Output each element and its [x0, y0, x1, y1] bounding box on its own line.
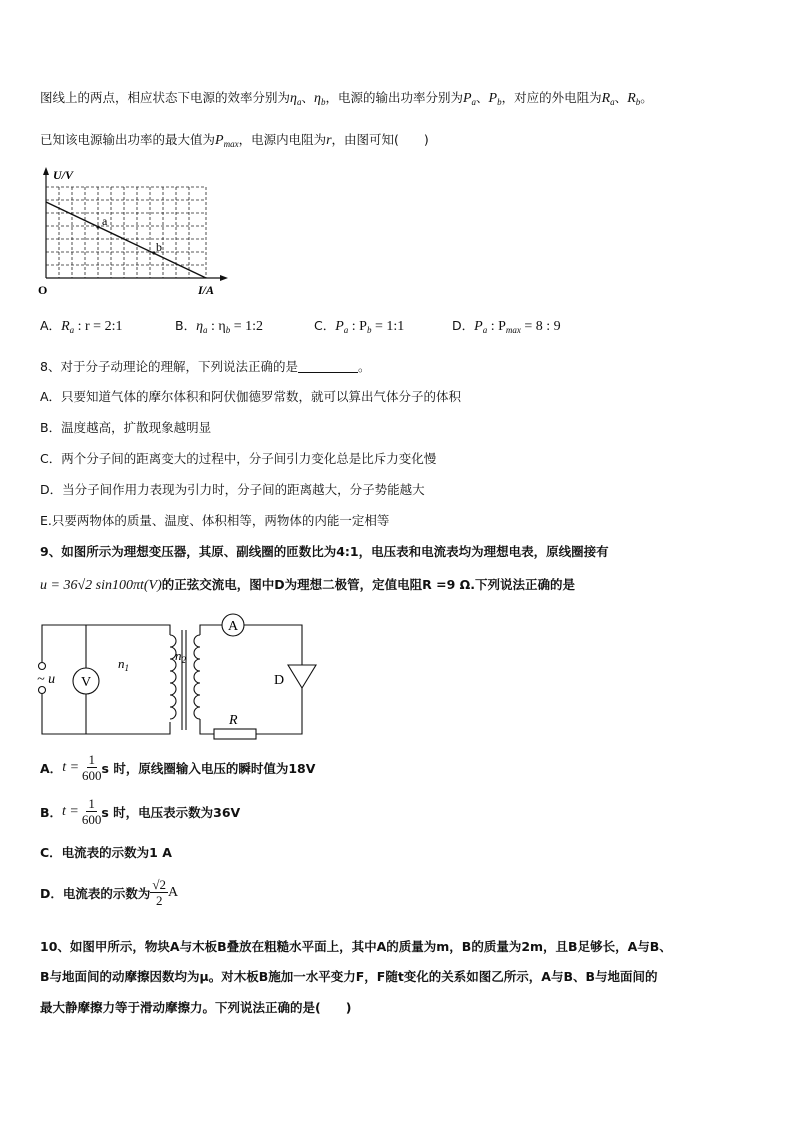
- q8-stem: 8、对于分子动理论的理解，下列说法正确的是 。: [40, 359, 371, 374]
- point-a: [96, 225, 99, 228]
- n1-label: $n_1$: [118, 656, 129, 673]
- resistor-label: R: [229, 713, 238, 728]
- q10-stem-line-3: 最大静摩擦力等于滑动摩擦力。下列说法正确的是( ): [40, 1000, 352, 1015]
- fraction: $\frac{√2}{2}$: [152, 877, 167, 908]
- q9-option-a: A． t = $\frac{1}{600}$ s 时，原线圈输入电压的瞬时值为18V: [40, 752, 316, 783]
- transformer-circuit: [30, 610, 320, 745]
- q8-option-e: E.只要两物体的质量、温度、体积相等，两物体的内能一定相等: [40, 513, 390, 528]
- origin-label: O: [38, 283, 48, 297]
- q10-stem-line-1: 10、如图甲所示，物块A与木板B叠放在粗糙水平面上，其中A的质量为m，B的质量为2m，且B足够长，A与B、: [40, 939, 672, 954]
- ui-graph: [34, 165, 234, 300]
- input-terminal-top: [39, 663, 46, 670]
- answer-blank: [298, 360, 358, 373]
- graph-grid: [46, 187, 206, 278]
- fraction: $\frac{1}{600}$: [82, 752, 102, 783]
- source-label: ~ u: [37, 672, 56, 687]
- diode-label: D: [274, 673, 285, 688]
- resistor: [214, 729, 256, 739]
- q7-option-a: A．$R_a$ : r = 2:1: [40, 318, 123, 335]
- q9-option-d: D．电流表的示数为 $\frac{√2}{2}$ A: [40, 877, 179, 908]
- point-a-label: a: [102, 214, 108, 228]
- diode: [288, 665, 316, 688]
- y-axis-arrow: [43, 167, 49, 175]
- n2-label: $n_2$: [175, 648, 186, 665]
- q10-stem-line-2: B与地面间的动摩擦因数均为μ。对木板B施加一水平变力F，F随t变化的关系如图乙所示，A与B、B与地面间的: [40, 969, 658, 984]
- x-axis-label: I/A: [198, 283, 215, 297]
- intro-line-2: 已知该电源输出功率的最大值为$P_{max}$，电源内电阻为r，由图可知( ): [40, 132, 429, 149]
- point-b-label: b: [156, 240, 162, 254]
- q9-option-c: C．电流表的示数为1 A: [40, 845, 172, 860]
- q9-formula: u = 36√2 sin100πt(V): [40, 578, 162, 593]
- q8-option-b: B．温度越高，扩散现象越明显: [40, 420, 212, 435]
- x-axis-arrow: [220, 275, 228, 281]
- q9-stem-line-1: 9、如图所示为理想变压器，其原、副线圈的匝数比为4:1，电压表和电流表均为理想电表，原线圈接有: [40, 544, 609, 559]
- ammeter-label: A: [228, 619, 239, 634]
- q7-option-d: D．$P_a$ : $P_{max} = 8$ : 9: [452, 318, 561, 335]
- intro-line-1: 图线上的两点，相应状态下电源的效率分别为$\eta_a$、$\eta_b$，电源的输出功率分别为$P_a$、$P_b$，对应的外电阻为$R_a$、$R_b$。: [40, 90, 653, 107]
- fraction: $\frac{1}{600}$: [81, 796, 102, 827]
- q8-option-a: A．只要知道气体的摩尔体积和阿伏伽德罗常数，就可以算出气体分子的体积: [40, 389, 462, 404]
- input-terminal-bottom: [39, 687, 46, 694]
- q9-stem-line-2: u = 36√2 sin100πt(V)的正弦交流电，图中D为理想二极管，定值电阻R =9 Ω.下列说法正确的是: [40, 577, 576, 593]
- y-axis-label: U/V: [53, 168, 74, 182]
- q7-option-b: B．$\eta_a$ : $\eta_b$ = 1:2: [175, 318, 264, 335]
- q8-option-d: D．当分子间作用力表现为引力时，分子间的距离越大，分子势能越大: [40, 482, 425, 497]
- secondary-coil: [194, 635, 200, 719]
- q8-option-c: C．两个分子间的距离变大的过程中，分子间引力变化总是比斥力变化慢: [40, 451, 437, 466]
- voltmeter-label: V: [81, 675, 92, 690]
- q7-option-c: C．$P_a$ : $P_b$ = 1:1: [314, 318, 405, 335]
- q9-option-b: B． t = $\frac{1}{600}$ s 时，电压表示数为36V: [40, 796, 241, 827]
